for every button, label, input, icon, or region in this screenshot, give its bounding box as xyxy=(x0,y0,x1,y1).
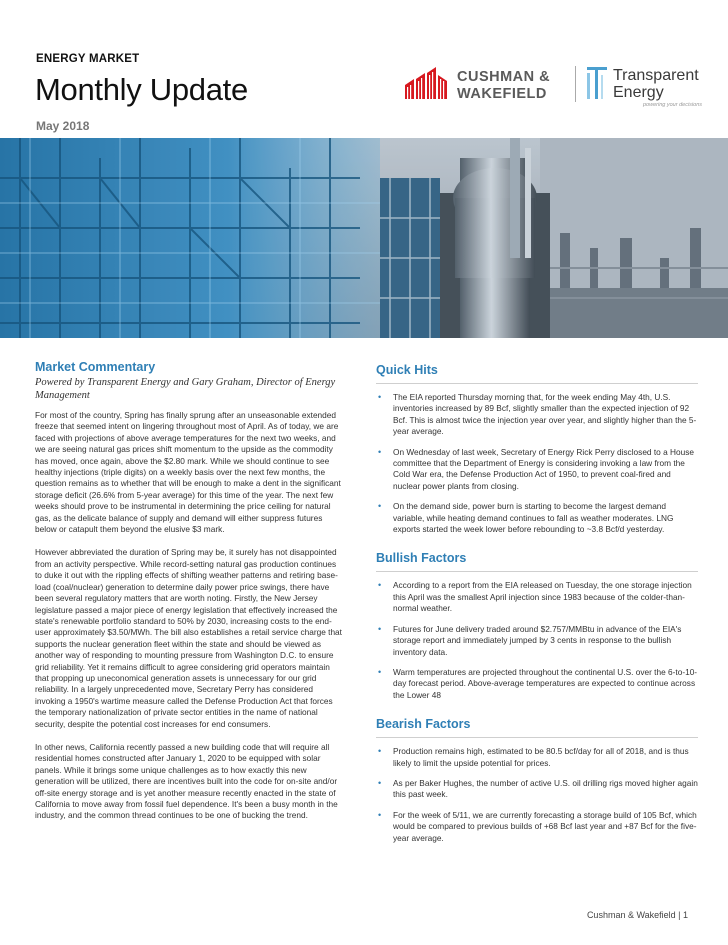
commentary-byline: Powered by Transparent Energy and Gary Graham, Director of Energy Management xyxy=(35,377,336,401)
transparent-energy-wordmark xyxy=(613,67,699,101)
quick-hit-text: On Wednesday of last week, Secretary of Energy Rick Perry disclosed to a House committee that the Department of Energy is considering invoking a law from the Cold War era, the Defense Production Act of 1950, to prevent coal-fired and nuclear power plants from closing. xyxy=(393,446,694,491)
logo-divider xyxy=(575,66,576,102)
bullish-text: Warm temperatures are projected throughout the continental U.S. over the 6-to-10-day forecast period. Above-average temperatures are expected to continue across the Lower 48 xyxy=(393,666,698,700)
bullet-icon: • xyxy=(378,580,382,591)
commentary-paragraph: In other news, California recently passed a new building code that will require all residential homes constructed after January 1, 2020 to be equipped with solar panels. While it brings some unique challenges as to how exactly this new generation will be utilized, there are incentives built into the code for on-site and/or off-site energy storage and is yet another measure recently enacted in the state of California to move away from fossil fuel dependence. It's been a busy month in the industry, and the common thread continues to be one of bucking the trend. xyxy=(35,741,338,821)
bullet-icon: • xyxy=(378,446,382,457)
commentary-paragraph: For most of the country, Spring has finally sprung after an unseasonable extended freeze that seemed intent on lingering throughout most of April. As of today, we are faced with projections of above average temperatures for the next two weeks, and we are seeing natural gas prices shift momentum to the upside as the commodity has moved, once again, above the $2.80 mark. While we should continue to see healthy injections (triple digits) on a weekly basis over the next few months, the question remains as to whether that will be enough to make a dent in the significant storage deficit (26.6% from 5-year average) for this time of the year. The next few weeks should prove to be instrumental in determining the price ceiling for natural gas, as the delicate balance of supply and demand will either suppress futures below or catapult them beyond the elusive $3 mark. xyxy=(35,410,341,535)
list-item xyxy=(376,447,698,493)
bullet-icon: • xyxy=(378,501,382,512)
bearish-factors-title: Bearish Factors xyxy=(376,717,471,732)
bullish-factors-title: Bullish Factors xyxy=(376,551,467,566)
bearish-factors-section xyxy=(376,717,698,844)
bullish-factors-section xyxy=(376,551,698,701)
page-title: Monthly Update xyxy=(35,72,248,107)
quick-hit-text: On the demand side, power burn is starting to become the largest demand variable, while heating demand continues to fall as weather moderates. LNG exports started the week lower before rebounding to ~3.8 Bcf/d yesterday. xyxy=(393,501,674,535)
list-item xyxy=(376,778,698,801)
te-line-2: Energy xyxy=(613,84,664,101)
bullet-icon: • xyxy=(378,392,382,402)
bullish-text: Futures for June delivery traded around $2.757/MMBtu in advance of the EIA's storage report and immediately jumped by 3 cents in response to the bullish inventory data. xyxy=(393,623,682,657)
page-footer: Cushman & Wakefield | 1 xyxy=(586,910,688,920)
market-commentary-column xyxy=(35,360,345,834)
bullet-icon: • xyxy=(378,809,382,820)
commentary-paragraph: However abbreviated the duration of Spring may be, it surely has not disappointed from an activity perspective. While record-setting natural gas production continues to duke it out with the rippling effects of shifting weather patterns and retiring base-load (coal/nuclear) generation to determine daily power price swings, there have been several regulatory matters that are worth noting. Firstly, the New Jersey legislature passed a major piece of energy legislation that effectively increased the state's renewable portfolio standard to 50% by 2030, increasing costs to the end-user approximately $3.50/MWh. The bill also establishes a retail service charge that supports the nuclear generation fleet within the state and should be viewed as another way of responding to mounting pressure from Washington D.C. to ensure grid reliability. Yet it remains difficult to agree considering grid operators maintain that propping up uneconomical generation assets is unnecessary for our grid reliability. In a largely unprecedented move, Secretary Perry has considered invoking a 1950's wartime measure called the Defense Production Act that forces the temporary nationalization of private sector entities in the name of national security, despite the potential cost increases for end consumers. xyxy=(35,547,342,729)
list-item xyxy=(376,667,698,701)
cushman-wakefield-wordmark xyxy=(457,69,550,103)
bearish-text: For the week of 5/11, we are currently forecasting a storage build of 105 Bcf, which would be compared to previous builds of +68 Bcf last year and +87 Bcf for the five-year average. xyxy=(393,809,697,843)
section-divider xyxy=(376,737,698,738)
list-item xyxy=(376,624,698,658)
quick-hits-section xyxy=(376,363,698,535)
transparent-energy-logo-icon xyxy=(585,65,611,101)
section-divider xyxy=(376,383,698,384)
bullet-icon: • xyxy=(378,777,382,788)
refinery-hero-image xyxy=(0,138,728,338)
energy-market-kicker: ENERGY MARKET xyxy=(36,53,140,65)
bearish-text: Production remains high, estimated to be 80.5 bcf/day for all of 2018, and is thus likely to limit the upside potential for prices. xyxy=(393,746,689,768)
quick-hit-text: The EIA reported Thursday morning that, for the week ending May 4th, U.S. inventories increased by 89 Bcf, slightly smaller than the expected injection of 92 Bcf. This is almost twice the injection year over year, and slightly higher than the 5-year average. xyxy=(393,392,697,437)
list-item xyxy=(376,810,698,844)
te-line-1: Transparent xyxy=(613,67,699,84)
list-item xyxy=(376,392,698,438)
cushman-wakefield-logo-icon xyxy=(405,67,451,99)
partner-logos xyxy=(405,63,715,108)
section-divider xyxy=(376,571,698,572)
bullish-text: According to a report from the EIA released on Tuesday, the one storage injection this April was the smallest April injection since 1983 because of the colder-than-normal weather. xyxy=(393,580,692,614)
bullet-icon: • xyxy=(378,623,382,634)
market-commentary-title: Market Commentary xyxy=(35,360,156,374)
issue-date: May 2018 xyxy=(36,119,90,133)
te-tagline: powering your decisions xyxy=(643,102,703,108)
list-item xyxy=(376,580,698,614)
bullet-icon: • xyxy=(378,746,382,757)
bearish-text: As per Baker Hughes, the number of active U.S. oil drilling rigs moved higher again this past week. xyxy=(393,777,698,800)
cw-line-2: WAKEFIELD xyxy=(457,86,547,102)
sidebar-column xyxy=(376,363,698,860)
bullet-icon: • xyxy=(378,666,382,677)
list-item xyxy=(376,501,698,535)
list-item xyxy=(376,746,698,769)
cw-line-1: CUSHMAN & xyxy=(457,69,551,85)
quick-hits-title: Quick Hits xyxy=(376,363,438,377)
